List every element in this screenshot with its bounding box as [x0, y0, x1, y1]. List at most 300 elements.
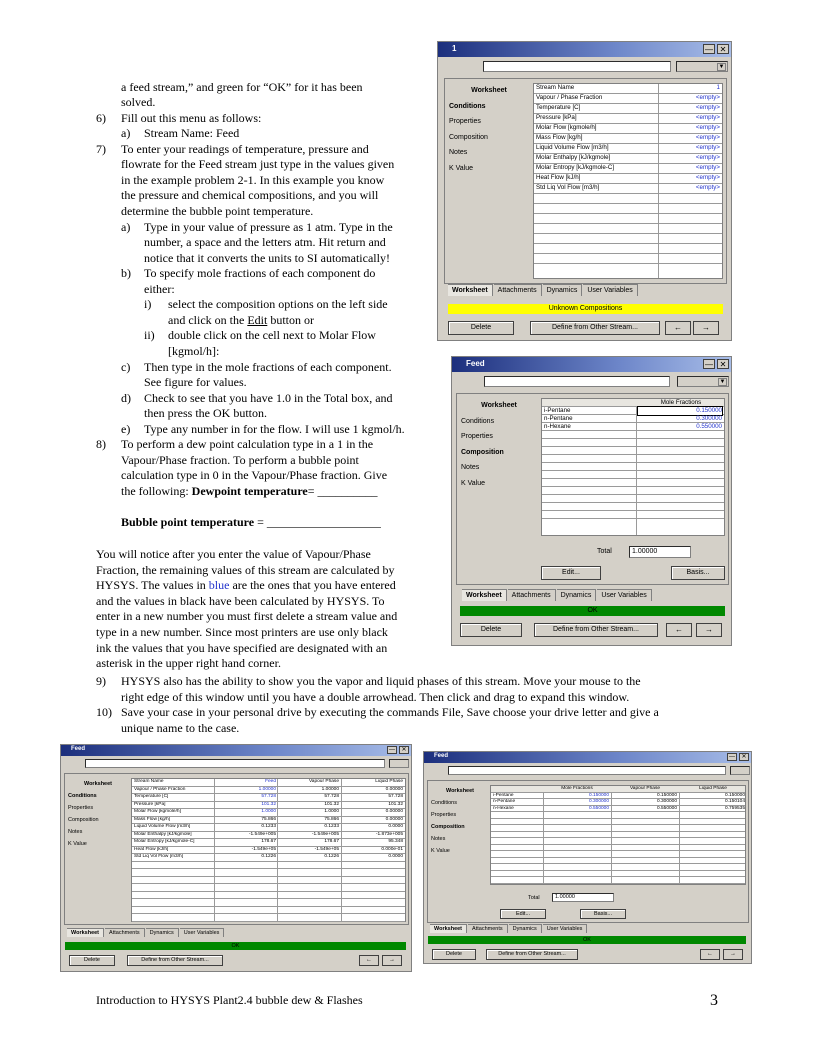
- property-value: 0.00000: [385, 816, 403, 822]
- empty-row: [542, 511, 724, 519]
- column-header: Mole Fractions: [660, 399, 702, 406]
- status-bar: Unknown Compositions: [448, 304, 723, 314]
- edit-button[interactable]: Edit...: [541, 566, 601, 580]
- text-line: HYSYS also has the ability to show you the vapor and liquid phases of this stream. Move your mouse to the: [121, 674, 641, 688]
- next-arrow-icon[interactable]: →: [693, 321, 719, 335]
- list-number: 9): [96, 674, 106, 688]
- property-value[interactable]: 75.866: [261, 816, 276, 822]
- tab-worksheet[interactable]: Worksheet: [448, 284, 493, 296]
- worksheet-pane: [444, 78, 727, 284]
- table-row: [534, 84, 722, 94]
- property-value: 57.728: [324, 794, 339, 799]
- list-number: 10): [96, 705, 112, 719]
- prev-arrow-icon[interactable]: ←: [665, 321, 691, 335]
- status-bar: OK: [428, 936, 746, 944]
- property-value[interactable]: <empty>: [695, 94, 720, 101]
- stream-name-box[interactable]: [448, 766, 726, 775]
- property-label: Std Liq Vol Flow [m3/h]: [536, 184, 600, 191]
- grid-header-row: [542, 399, 724, 407]
- composition-grid: [541, 398, 725, 536]
- property-label: Std Liq Vol Flow [m3/h]: [134, 854, 184, 859]
- property-value[interactable]: <empty>: [695, 104, 720, 111]
- empty-row: [132, 862, 405, 870]
- minimize-icon[interactable]: —: [705, 360, 713, 369]
- text-line: in the example problem 2-1. In this example you know: [121, 173, 385, 187]
- column-header: Vapour Phase: [308, 779, 339, 784]
- nav-composition[interactable]: Composition: [449, 133, 488, 141]
- empty-row: [132, 907, 405, 915]
- close-icon[interactable]: ✕: [717, 44, 729, 54]
- mole-fraction-value[interactable]: 0.150000: [638, 407, 722, 415]
- text-line: [121, 484, 378, 500]
- prev-arrow-icon[interactable]: ←: [666, 623, 692, 637]
- text-line: solved.: [121, 95, 156, 109]
- fluid-package-combo[interactable]: [730, 766, 750, 775]
- list-number: 6): [96, 111, 106, 125]
- property-value[interactable]: <empty>: [695, 154, 720, 161]
- bubblepoint-label: Bubble point temperature: [121, 515, 255, 529]
- property-label: Pressure [kPa]: [536, 114, 577, 121]
- list-number: 7): [96, 142, 106, 156]
- window-title: Feed: [424, 752, 751, 763]
- property-label: Molar Enthalpy [kJ/kgmole]: [134, 831, 192, 837]
- nav-properties[interactable]: Properties: [461, 433, 493, 440]
- property-value: 0.00000: [385, 809, 403, 814]
- text-line: [121, 515, 381, 531]
- text-line: enter in a new number you must first delete a stream value and: [96, 609, 398, 623]
- empty-row: [534, 254, 722, 264]
- tab-worksheet[interactable]: Worksheet: [430, 924, 467, 933]
- mole-fraction-value[interactable]: 0.550000: [588, 805, 609, 811]
- stream-name-box[interactable]: [483, 61, 671, 72]
- nav-list: [461, 398, 537, 491]
- table-row: [534, 164, 722, 174]
- property-value: 1.00000: [321, 786, 339, 792]
- text-line: unique name to the case.: [121, 721, 240, 735]
- list-number: 8): [96, 437, 106, 451]
- property-value: 101.32: [388, 801, 403, 807]
- text-line: [168, 313, 314, 329]
- tab-attachments[interactable]: Attachments: [468, 924, 508, 933]
- table-row: [542, 407, 724, 415]
- table-row: [132, 817, 405, 825]
- text-line: ink the values that you have specified are designated with an: [96, 641, 388, 655]
- property-label: Liquid Volume Flow [m3/h]: [134, 824, 191, 829]
- property-label: Molar Enthalpy [kJ/kgmole]: [536, 154, 611, 161]
- footer-title: Introduction to HYSYS Plant2.4 bubble dew & Flashes: [96, 993, 363, 1007]
- column-header: Mole Fractions: [561, 786, 593, 791]
- text-line: the pressure and chemical compositions, and you will: [121, 188, 379, 202]
- property-label: Vapour / Phase Fraction: [536, 94, 603, 101]
- text-line: a feed stream,” and green for “OK” for it has been: [121, 80, 363, 94]
- empty-row: [132, 892, 405, 900]
- mole-fraction-value: 0.150104: [724, 799, 745, 804]
- property-value: 1.0000: [324, 809, 339, 814]
- table-row: [132, 832, 405, 840]
- delete-button[interactable]: Delete: [69, 955, 115, 966]
- nav-composition[interactable]: Composition: [461, 448, 504, 456]
- text-span: are the ones that you have entered: [229, 578, 396, 592]
- mole-fraction-value[interactable]: 0.300000: [588, 799, 609, 804]
- define-from-other-stream-button[interactable]: Define from Other Stream...: [530, 321, 660, 335]
- empty-row: [534, 224, 722, 234]
- component-name: n-Hexane: [493, 805, 514, 811]
- delete-button[interactable]: Delete: [432, 949, 476, 960]
- tab-strip: [462, 589, 653, 601]
- property-label: Mass Flow [kg/h]: [134, 816, 170, 822]
- property-value[interactable]: <empty>: [695, 164, 720, 171]
- total-label: Total: [597, 548, 612, 555]
- stream-name-box[interactable]: [484, 376, 670, 387]
- tab-user-variables[interactable]: User Variables: [180, 928, 225, 937]
- property-value[interactable]: <empty>: [695, 114, 720, 121]
- text-line: Then type in the mole fractions of each component.: [144, 360, 392, 374]
- text-line: Type in your value of pressure as 1 atm. Type in the: [144, 220, 393, 234]
- property-value: 57.728: [388, 794, 403, 799]
- property-value[interactable]: 0.1233: [261, 824, 276, 829]
- text-line: To perform a dew point calculation type in a 1 in the: [121, 437, 374, 451]
- component-name: i-Pentane: [544, 407, 571, 414]
- hysys-window-feed-composition: [451, 356, 732, 646]
- property-label: Stream Name: [536, 84, 575, 91]
- hysys-window-feed-composition-expanded: [423, 751, 752, 964]
- table-row: [132, 854, 405, 862]
- nav-worksheet[interactable]: Worksheet: [445, 788, 475, 794]
- window-title: Feed: [61, 745, 411, 756]
- table-row: [132, 839, 405, 847]
- close-icon[interactable]: ✕: [399, 746, 409, 754]
- nav-conditions[interactable]: Conditions: [68, 793, 97, 799]
- define-from-other-stream-button[interactable]: Define from Other Stream...: [534, 623, 658, 637]
- empty-row: [534, 234, 722, 244]
- table-row: [534, 174, 722, 184]
- worksheet-pane: [64, 773, 409, 925]
- property-label: Vapour / Phase Fraction: [134, 786, 186, 792]
- next-arrow-icon[interactable]: →: [723, 949, 743, 960]
- nav-conditions[interactable]: Conditions: [431, 800, 457, 806]
- property-value: 0.00000: [385, 786, 403, 792]
- property-label: Mass Flow [kg/h]: [536, 134, 583, 141]
- property-value[interactable]: <empty>: [695, 174, 720, 181]
- component-name: n-Hexane: [544, 423, 571, 430]
- table-row: [534, 104, 722, 114]
- property-value[interactable]: -1.549e+005: [248, 831, 276, 837]
- nav-notes[interactable]: Notes: [449, 149, 468, 156]
- table-row: [534, 184, 722, 194]
- mole-fraction-value[interactable]: 0.300000: [696, 415, 722, 422]
- text-line: either:: [144, 282, 175, 296]
- delete-button[interactable]: Delete: [460, 623, 522, 637]
- total-value-box: 1.00000: [552, 893, 614, 902]
- status-bar: OK: [65, 942, 406, 950]
- stream-grid: [533, 83, 723, 279]
- text-line: then press the OK button.: [144, 406, 267, 420]
- nav-k-value[interactable]: K Value: [461, 479, 485, 487]
- text-line: Fraction, the remaining values of this stream are calculated by: [96, 563, 395, 577]
- property-value: -1.549e+05: [314, 846, 339, 852]
- nav-properties[interactable]: Properties: [431, 812, 457, 818]
- text-line: calculation type in 0 in the Vapour/Phase fraction. Give: [121, 468, 388, 482]
- mole-fraction-value: 0.759535: [724, 805, 745, 811]
- component-name: i-Pentane: [493, 792, 514, 798]
- empty-row: [542, 471, 724, 479]
- nav-list: [449, 83, 529, 176]
- define-from-other-stream-button[interactable]: Define from Other Stream...: [486, 949, 578, 960]
- nav-list: [68, 778, 128, 850]
- column-header: Vapour Phase: [629, 786, 661, 791]
- empty-row: [534, 194, 722, 204]
- total-value-box: 1.00000: [629, 546, 691, 558]
- text-line: right edge of this window until you have a double arrowhead. Then click and drag to expand this window.: [121, 690, 630, 704]
- composition-grid: [490, 785, 746, 885]
- property-label: Molar Flow [kgmole/h]: [536, 124, 597, 131]
- tab-dynamics[interactable]: Dynamics: [509, 924, 542, 933]
- property-value[interactable]: <empty>: [695, 124, 720, 131]
- component-name: n-Pentane: [544, 415, 573, 422]
- worksheet-pane: [456, 393, 729, 585]
- empty-row: [534, 214, 722, 224]
- empty-row: [542, 431, 724, 439]
- text-span: HYSYS. The values in: [96, 578, 209, 592]
- nav-worksheet[interactable]: Worksheet: [471, 87, 507, 94]
- property-value: 101.32: [324, 801, 339, 807]
- property-label: Molar Flow [kgmole/h]: [134, 809, 181, 814]
- nav-k-value[interactable]: K Value: [449, 164, 473, 172]
- edit-button[interactable]: Edit...: [500, 909, 546, 919]
- text-line: determine the bubble point temperature.: [121, 204, 314, 218]
- total-label: Total: [528, 895, 540, 901]
- property-label: Heat Flow [kJ/h]: [134, 846, 169, 852]
- text-line: notice that it converts the units to SI automatically!: [144, 251, 390, 265]
- nav-k-value[interactable]: K Value: [431, 848, 450, 854]
- table-row: [542, 423, 724, 431]
- property-value[interactable]: 57.728: [261, 794, 276, 799]
- tab-dynamics[interactable]: Dynamics: [146, 928, 179, 937]
- mole-fraction-value: 0.150000: [724, 792, 745, 798]
- property-label: Heat Flow [kJ/h]: [536, 174, 581, 181]
- nav-properties[interactable]: Properties: [449, 118, 481, 125]
- empty-row: [132, 869, 405, 877]
- delete-button[interactable]: Delete: [448, 321, 514, 335]
- table-row: [132, 847, 405, 855]
- nav-composition[interactable]: Composition: [68, 817, 99, 823]
- text-line: and the values in black have been calculated by HYSYS. To: [96, 594, 385, 608]
- tab-attachments[interactable]: Attachments: [105, 928, 145, 937]
- property-value[interactable]: 0.1226: [261, 854, 276, 859]
- fluid-package-combo[interactable]: [677, 376, 729, 387]
- nav-notes[interactable]: Notes: [461, 464, 480, 471]
- text-line: double click on the cell next to Molar Flow: [168, 328, 376, 342]
- table-row: [132, 809, 405, 817]
- nav-properties[interactable]: Properties: [68, 805, 94, 811]
- nav-conditions[interactable]: Conditions: [461, 417, 495, 425]
- text-line: To enter your readings of temperature, pressure and: [121, 142, 369, 156]
- status-bar: OK: [460, 606, 725, 616]
- text-span: the following:: [121, 484, 192, 498]
- table-row: [534, 114, 722, 124]
- chevron-down-icon: ▼: [718, 64, 725, 70]
- text-line: To specify mole fractions of each component do: [144, 266, 376, 280]
- empty-row: [132, 877, 405, 885]
- nav-worksheet[interactable]: Worksheet: [481, 402, 517, 409]
- prev-arrow-icon[interactable]: ←: [359, 955, 379, 966]
- property-label: Temperature [C]: [134, 794, 169, 799]
- property-label: Molar Entropy [kJ/kgmole-C]: [536, 164, 615, 171]
- property-value: -1.873e+005: [375, 831, 403, 837]
- column-header: Liquid Phase: [375, 779, 403, 784]
- hysys-window-feed-expanded: [60, 744, 412, 972]
- empty-row: [542, 495, 724, 503]
- hysys-window-stream-1: [437, 41, 732, 341]
- column-header: Stream Name: [134, 779, 164, 784]
- text-line: flowrate for the Feed stream just type in the values given: [121, 157, 395, 171]
- table-row: [534, 124, 722, 134]
- property-value: 0.1233: [324, 824, 339, 829]
- stream-grid: [131, 778, 406, 922]
- nav-composition[interactable]: Composition: [431, 824, 465, 830]
- nav-conditions[interactable]: Conditions: [449, 102, 486, 110]
- text-line: number, a space and the letters atm. Hit return and: [144, 235, 386, 249]
- property-value: 75.866: [324, 816, 339, 822]
- table-row: [534, 154, 722, 164]
- mole-fraction-value: 0.550000: [656, 805, 677, 811]
- property-value[interactable]: <empty>: [695, 184, 720, 191]
- text-span: = __________: [307, 484, 378, 498]
- tab-dynamics[interactable]: Dynamics: [543, 284, 583, 296]
- tab-worksheet[interactable]: Worksheet: [67, 928, 104, 937]
- fluid-package-combo[interactable]: [389, 759, 409, 768]
- list-letter: a): [121, 126, 131, 140]
- tab-dynamics[interactable]: Dynamics: [557, 589, 597, 601]
- tab-user-variables[interactable]: User Variables: [583, 284, 637, 296]
- text-line: Fill out this menu as follows:: [121, 111, 262, 125]
- property-value[interactable]: 178.67: [261, 839, 276, 844]
- close-icon[interactable]: ✕: [739, 753, 749, 761]
- property-value: 178.67: [324, 839, 339, 844]
- mole-fraction-value[interactable]: 0.550000: [696, 423, 722, 430]
- table-row: [132, 802, 405, 810]
- text-line: See figure for values.: [144, 375, 247, 389]
- text-line: Stream Name: Feed: [144, 126, 240, 140]
- basis-button[interactable]: Basis...: [671, 566, 725, 580]
- property-value: 0.0000: [388, 854, 403, 859]
- property-value[interactable]: -1.549e+05: [251, 846, 276, 852]
- tab-strip: [430, 924, 588, 933]
- prev-arrow-icon[interactable]: ←: [700, 949, 720, 960]
- table-row: [534, 144, 722, 154]
- property-value: 0.0000: [388, 824, 403, 829]
- grid-header-row: [132, 779, 405, 787]
- empty-row: [542, 487, 724, 495]
- tab-attachments[interactable]: Attachments: [508, 589, 556, 601]
- empty-row: [542, 439, 724, 447]
- text-line: Save your case in your personal drive by executing the commands File, Save choose your drive letter and give a: [121, 705, 659, 719]
- property-value[interactable]: 1.00000: [258, 786, 276, 792]
- empty-row: [132, 884, 405, 892]
- table-row: [534, 94, 722, 104]
- tab-worksheet[interactable]: Worksheet: [462, 589, 507, 601]
- tab-strip: [448, 284, 639, 296]
- window-title: 1: [438, 42, 731, 57]
- property-value: -1.549e+005: [311, 831, 339, 837]
- fluid-package-combo[interactable]: [676, 61, 728, 72]
- table-row: [534, 134, 722, 144]
- table-row: [542, 415, 724, 423]
- basis-button[interactable]: Basis...: [580, 909, 626, 919]
- empty-row: [132, 914, 405, 922]
- empty-row: [534, 204, 722, 214]
- property-value: 0.1226: [324, 854, 339, 859]
- list-letter: c): [121, 360, 131, 374]
- property-label: Molar Entropy [kJ/kgmole-C]: [134, 839, 195, 844]
- nav-list: [431, 785, 489, 857]
- empty-row: [542, 479, 724, 487]
- property-value[interactable]: <empty>: [695, 144, 720, 151]
- text-line: [96, 578, 396, 594]
- list-letter: d): [121, 391, 131, 405]
- text-line: type in a new number. Since most printers are use only black: [96, 625, 388, 639]
- text-span: = ___________________: [254, 515, 381, 529]
- property-label: Liquid Volume Flow [m3/h]: [536, 144, 609, 151]
- window-title: Feed: [452, 357, 731, 372]
- chevron-down-icon: ▼: [719, 379, 726, 385]
- tab-attachments[interactable]: Attachments: [494, 284, 542, 296]
- table-row: [132, 794, 405, 802]
- next-arrow-icon[interactable]: →: [382, 955, 402, 966]
- table-row: [132, 787, 405, 795]
- text-line: asterisk in the upper right hand corner.: [96, 656, 281, 670]
- text-line: Type any number in for the flow. I will use 1 kgmol/h.: [144, 422, 405, 436]
- tab-user-variables[interactable]: User Variables: [543, 924, 588, 933]
- nav-k-value[interactable]: K Value: [68, 841, 87, 847]
- list-letter: a): [121, 220, 131, 234]
- mole-fraction-value[interactable]: 0.150000: [588, 792, 609, 798]
- property-value[interactable]: 1.0000: [261, 809, 276, 814]
- empty-row: [132, 899, 405, 907]
- nav-notes[interactable]: Notes: [431, 836, 446, 842]
- minimize-icon[interactable]: —: [705, 45, 713, 54]
- nav-notes[interactable]: Notes: [68, 829, 83, 835]
- worksheet-pane: [427, 780, 749, 923]
- text-line: select the composition options on the left side: [168, 297, 388, 311]
- nav-worksheet[interactable]: Worksheet: [83, 781, 113, 787]
- list-roman: ii): [144, 328, 155, 342]
- tab-user-variables[interactable]: User Variables: [597, 589, 651, 601]
- list-letter: b): [121, 266, 131, 280]
- text-line: Check to see that you have 1.0 in the Total box, and: [144, 391, 393, 405]
- component-name: n-Pentane: [493, 799, 516, 804]
- property-value[interactable]: 101.32: [261, 801, 276, 807]
- text-line: Vapour/Phase fraction. To perform a bubble point: [121, 453, 359, 467]
- empty-row: [542, 455, 724, 463]
- close-icon[interactable]: ✕: [717, 359, 729, 369]
- empty-row: [491, 877, 745, 884]
- page-number: 3: [710, 992, 718, 1009]
- list-letter: e): [121, 422, 131, 436]
- property-value[interactable]: 1: [716, 84, 720, 91]
- empty-row: [542, 463, 724, 471]
- stream-name-box[interactable]: [85, 759, 385, 768]
- text-line: You will notice after you enter the value of Vapour/Phase: [96, 547, 371, 561]
- minimize-icon[interactable]: —: [729, 754, 735, 760]
- property-value[interactable]: <empty>: [695, 134, 720, 141]
- define-from-other-stream-button[interactable]: Define from Other Stream...: [127, 955, 223, 966]
- property-label: Pressure [kPa]: [134, 801, 166, 807]
- column-header: Liquid Phase: [699, 786, 727, 791]
- minimize-icon[interactable]: —: [389, 747, 395, 753]
- edit-underlined: Edit: [247, 313, 268, 327]
- next-arrow-icon[interactable]: →: [696, 623, 722, 637]
